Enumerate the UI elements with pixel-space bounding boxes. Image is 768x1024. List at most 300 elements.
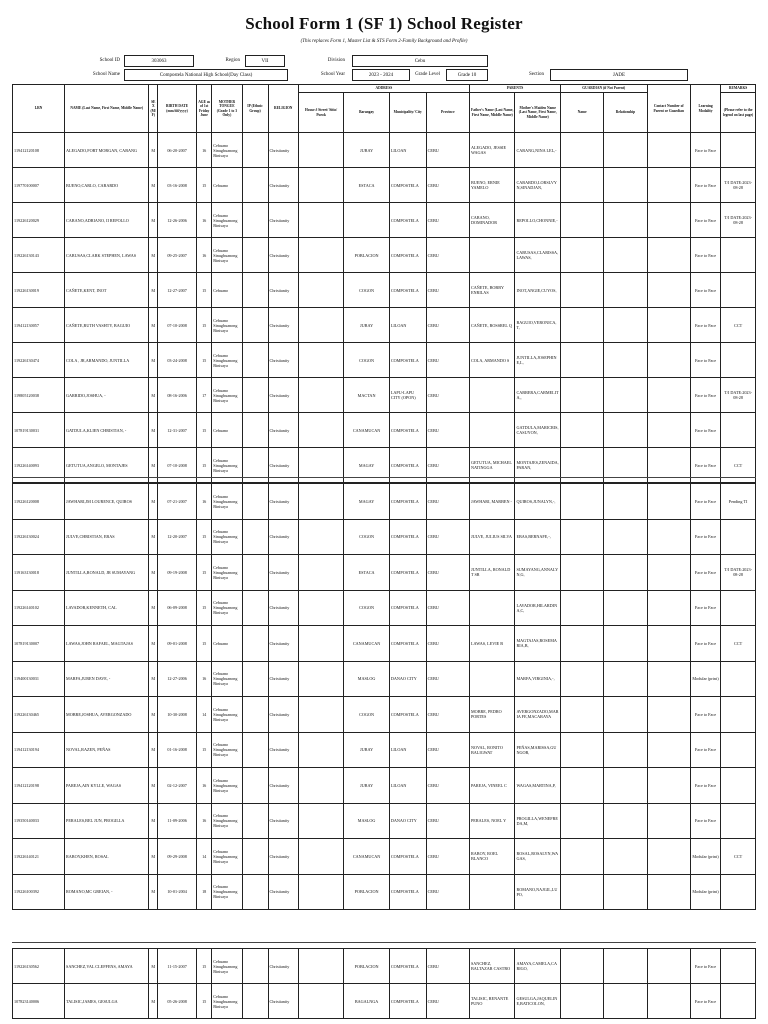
cell-learning-modality: Face to Face bbox=[690, 555, 720, 591]
cell-sex: M bbox=[149, 949, 158, 984]
cell-name: GETUTUA,ANGELO, MONTAJES bbox=[64, 448, 148, 483]
school-name-label: School Name bbox=[92, 72, 120, 77]
cell-guardian-name bbox=[560, 839, 603, 875]
cell-father: LAWAS, LEVIE B bbox=[469, 626, 514, 662]
cell-province: CEBU bbox=[426, 661, 469, 697]
cell-ip bbox=[242, 984, 268, 1019]
cell-name: SANCHEZ,VAL CLEFFENS, AMAYA bbox=[64, 949, 148, 984]
cell-guardian-name bbox=[560, 133, 603, 168]
cell-name: NOVAL,RAZEN, PEÑAS bbox=[64, 732, 148, 768]
cell-relationship bbox=[604, 413, 647, 448]
cell-age: 18 bbox=[197, 874, 212, 910]
cell-birth-date: 01-16-2008 bbox=[158, 732, 197, 768]
cell-barangay: POBLACION bbox=[344, 949, 389, 984]
cell-house bbox=[298, 732, 343, 768]
table-row bbox=[13, 203, 756, 238]
cell-province: CEBU bbox=[426, 238, 469, 273]
cell-contact bbox=[647, 803, 690, 839]
cell-father bbox=[469, 238, 514, 273]
cell-mother-tongue: Cebuano Sinugbuanong Binisaya bbox=[212, 203, 242, 238]
cell-mother-tongue: Cebuano Sinugbuanong Binisaya bbox=[212, 133, 242, 168]
cell-house bbox=[298, 343, 343, 378]
cell-learning-modality: Face to Face bbox=[690, 343, 720, 378]
cell-ip bbox=[242, 238, 268, 273]
cell-house bbox=[298, 555, 343, 591]
header-birth-date: BIRTH DATE (mm/dd/yyyy) bbox=[158, 85, 197, 133]
cell-age: 16 bbox=[197, 133, 212, 168]
cell-contact bbox=[647, 519, 690, 555]
cell-lrn: 119226130143 bbox=[13, 238, 65, 273]
cell-name: COLA , JR,ARMANDO, JUNTILLA bbox=[64, 343, 148, 378]
cell-birth-date: 11-15-2007 bbox=[158, 949, 197, 984]
cell-mother-tongue: Cebuano bbox=[212, 273, 242, 308]
cell-sex: M bbox=[149, 984, 158, 1019]
cell-name: RABOY,KHEN, ROSAL bbox=[64, 839, 148, 875]
cell-remarks: Pending TI bbox=[721, 484, 756, 520]
cell-father bbox=[469, 661, 514, 697]
cell-guardian-name bbox=[560, 343, 603, 378]
cell-father: RABOY, ROEL BLANCO bbox=[469, 839, 514, 875]
cell-house bbox=[298, 238, 343, 273]
cell-age: 16 bbox=[197, 661, 212, 697]
cell-mother-tongue: Cebuano Sinugbuanong Binisaya bbox=[212, 238, 242, 273]
cell-ip bbox=[242, 343, 268, 378]
cell-municipality: COMPOSTELA bbox=[389, 168, 426, 203]
cell-father: NOVAL, RONITO BALIGWAT bbox=[469, 732, 514, 768]
cell-lrn: 107819130031 bbox=[13, 413, 65, 448]
cell-father: JULVE, JULIUS SILVA bbox=[469, 519, 514, 555]
cell-lrn: 119226140121 bbox=[13, 839, 65, 875]
cell-religion: Christianity bbox=[268, 448, 298, 483]
cell-age: 15 bbox=[197, 984, 212, 1019]
cell-age: 15 bbox=[197, 448, 212, 483]
cell-remarks bbox=[721, 984, 756, 1019]
cell-lrn: 119412120108 bbox=[13, 133, 65, 168]
cell-ip bbox=[242, 378, 268, 413]
cell-municipality: COMPOSTELA bbox=[389, 519, 426, 555]
header-father: Father's Name (Last Name, First Name, Middle Name) bbox=[469, 93, 514, 133]
cell-learning-modality: Modular (print) bbox=[690, 874, 720, 910]
cell-sex: M bbox=[149, 874, 158, 910]
cell-relationship bbox=[604, 984, 647, 1019]
cell-municipality: COMPOSTELA bbox=[389, 626, 426, 662]
cell-father: COLA, ARMANDO S bbox=[469, 343, 514, 378]
table-row bbox=[13, 378, 756, 413]
cell-learning-modality: Face to Face bbox=[690, 308, 720, 343]
cell-remarks bbox=[721, 590, 756, 626]
cell-mother-tongue: Cebuano bbox=[212, 413, 242, 448]
table-row bbox=[13, 519, 756, 555]
header-sex: SEX (M/F) bbox=[149, 85, 158, 133]
cell-birth-date: 09-25-2007 bbox=[158, 238, 197, 273]
cell-guardian-name bbox=[560, 949, 603, 984]
cell-guardian-name bbox=[560, 732, 603, 768]
cell-age: 16 bbox=[197, 238, 212, 273]
cell-religion: Christianity bbox=[268, 803, 298, 839]
cell-mother: PEÑAS,MARISSA,GUNGOB, bbox=[515, 732, 560, 768]
cell-house bbox=[298, 378, 343, 413]
cell-name: CABUSAS,CLARK STEPHEN, LAWAS bbox=[64, 238, 148, 273]
cell-father bbox=[469, 378, 514, 413]
cell-barangay: ESTACA bbox=[344, 168, 389, 203]
cell-remarks bbox=[721, 133, 756, 168]
cell-house bbox=[298, 626, 343, 662]
cell-religion: Christianity bbox=[268, 378, 298, 413]
cell-learning-modality: Face to Face bbox=[690, 203, 720, 238]
page-break-1 bbox=[12, 477, 756, 478]
cell-mother-tongue: Cebuano Sinugbuanong Binisaya bbox=[212, 378, 242, 413]
cell-lrn: 119226130019 bbox=[13, 273, 65, 308]
cell-sex: M bbox=[149, 555, 158, 591]
cell-lrn: 107823140006 bbox=[13, 984, 65, 1019]
cell-contact bbox=[647, 732, 690, 768]
section-label: Section bbox=[529, 72, 544, 77]
cell-municipality: DANAO CITY bbox=[389, 803, 426, 839]
cell-guardian-name bbox=[560, 590, 603, 626]
cell-contact bbox=[647, 273, 690, 308]
school-id-label: School ID bbox=[99, 58, 120, 63]
cell-mother-tongue: Cebuano bbox=[212, 626, 242, 662]
cell-name: GARRIDO,JOSHUA, - bbox=[64, 378, 148, 413]
cell-name: PERALES,BEL JUN, PROGILLA bbox=[64, 803, 148, 839]
cell-sex: M bbox=[149, 732, 158, 768]
cell-contact bbox=[647, 697, 690, 733]
cell-mother-tongue: Cebuano Sinugbuanong Binisaya bbox=[212, 949, 242, 984]
cell-barangay: MACTAN bbox=[344, 378, 389, 413]
table-row bbox=[13, 343, 756, 378]
cell-birth-date: 07-21-2007 bbox=[158, 484, 197, 520]
cell-contact bbox=[647, 378, 690, 413]
cell-guardian-name bbox=[560, 519, 603, 555]
cell-municipality: LILOAN bbox=[389, 308, 426, 343]
school-year-value: 2023 - 2024 bbox=[352, 69, 410, 81]
header-learning-modality: Learning Modality bbox=[690, 85, 720, 133]
cell-ip bbox=[242, 203, 268, 238]
cell-birth-date: 03-16-2008 bbox=[158, 168, 197, 203]
cell-mother-tongue: Cebuano Sinugbuanong Binisaya bbox=[212, 661, 242, 697]
table-row bbox=[13, 874, 756, 910]
cell-contact bbox=[647, 413, 690, 448]
cell-age: 15 bbox=[197, 732, 212, 768]
cell-religion: Christianity bbox=[268, 590, 298, 626]
cell-guardian-name bbox=[560, 484, 603, 520]
cell-age: 16 bbox=[197, 203, 212, 238]
cell-mother: AVERGONZADO,MARIA FE,MACARAYA bbox=[515, 697, 560, 733]
cell-sex: M bbox=[149, 413, 158, 448]
cell-age: 15 bbox=[197, 273, 212, 308]
cell-birth-date: 09-01-2008 bbox=[158, 626, 197, 662]
register-table-page-2 bbox=[12, 483, 756, 910]
cell-religion: Christianity bbox=[268, 839, 298, 875]
cell-guardian-name bbox=[560, 555, 603, 591]
cell-mother-tongue: Cebuano Sinugbuanong Binisaya bbox=[212, 519, 242, 555]
cell-relationship bbox=[604, 949, 647, 984]
cell-ip bbox=[242, 555, 268, 591]
cell-province: CEBU bbox=[426, 874, 469, 910]
cell-mother: MAGTAJAS,ROSEMARIA,B, bbox=[515, 626, 560, 662]
cell-contact bbox=[647, 949, 690, 984]
cell-father: JUNTILLA, RONALD T SR bbox=[469, 555, 514, 591]
cell-birth-date: 09-29-2008 bbox=[158, 839, 197, 875]
cell-relationship bbox=[604, 697, 647, 733]
cell-father: BUENO, ERNIE YAMELO bbox=[469, 168, 514, 203]
cell-learning-modality: Face to Face bbox=[690, 519, 720, 555]
cell-age: 15 bbox=[197, 626, 212, 662]
cell-house bbox=[298, 203, 343, 238]
cell-name: CAÑETE,RUTH VASHTY, BAGUIO bbox=[64, 308, 148, 343]
cell-lrn: 119226130465 bbox=[13, 697, 65, 733]
cell-father: SANCHEZ, BALTAZAR CASTRO bbox=[469, 949, 514, 984]
cell-contact bbox=[647, 168, 690, 203]
cell-province: CEBU bbox=[426, 839, 469, 875]
cell-mother-tongue: Cebuano Sinugbuanong Binisaya bbox=[212, 590, 242, 626]
section-value: JADE bbox=[550, 69, 688, 81]
cell-province: CEBU bbox=[426, 519, 469, 555]
header-guardian-name: Name bbox=[560, 93, 603, 133]
header-name: NAME (Last Name, First Name, Middle Name) bbox=[64, 85, 148, 133]
cell-age: 15 bbox=[197, 949, 212, 984]
cell-sex: M bbox=[149, 626, 158, 662]
cell-learning-modality: Face to Face bbox=[690, 803, 720, 839]
cell-mother-tongue: Cebuano Sinugbuanong Binisaya bbox=[212, 874, 242, 910]
cell-mother: SUMAYANG,ANNALYN,G, bbox=[515, 555, 560, 591]
cell-barangay: MAGAY bbox=[344, 448, 389, 483]
cell-religion: Christianity bbox=[268, 413, 298, 448]
header-house: House # Street/ Sitio/ Purok bbox=[298, 93, 343, 133]
cell-province: CEBU bbox=[426, 133, 469, 168]
cell-mother: REPOLLO,CHONNIE,- bbox=[515, 203, 561, 238]
cell-contact bbox=[647, 661, 690, 697]
cell-name: ROMANO,MC GREIAN, - bbox=[64, 874, 148, 910]
cell-contact bbox=[647, 238, 690, 273]
cell-name: BUENO,CARLO, CABARDO bbox=[64, 168, 148, 203]
school-year-label: School Year bbox=[320, 72, 345, 77]
cell-barangay: JUBAY bbox=[344, 133, 389, 168]
cell-relationship bbox=[604, 590, 647, 626]
cell-relationship bbox=[604, 308, 647, 343]
cell-name: ALEGADO,FORT MORGAN, CABANG bbox=[64, 133, 148, 168]
cell-father: CAÑETE, ROSSREL Q bbox=[469, 308, 514, 343]
cell-guardian-name bbox=[560, 273, 603, 308]
cell-learning-modality: Face to Face bbox=[690, 768, 720, 804]
cell-relationship bbox=[604, 238, 647, 273]
cell-ip bbox=[242, 839, 268, 875]
cell-municipality: COMPOSTELA bbox=[389, 984, 426, 1019]
cell-learning-modality: Face to Face bbox=[690, 448, 720, 483]
division-label: Division bbox=[327, 58, 345, 63]
cell-lrn: 119226100392 bbox=[13, 874, 65, 910]
grade-level-label: Grade Level bbox=[415, 72, 440, 77]
cell-barangay: MAGAY bbox=[344, 484, 389, 520]
cell-guardian-name bbox=[560, 984, 603, 1019]
cell-municipality: COMPOSTELA bbox=[389, 555, 426, 591]
cell-birth-date: 11-09-2006 bbox=[158, 803, 197, 839]
register-table-page-3 bbox=[12, 948, 756, 1019]
cell-guardian-name bbox=[560, 661, 603, 697]
table-row bbox=[13, 273, 756, 308]
header-province: Province bbox=[426, 93, 469, 133]
region-label: Region bbox=[225, 58, 240, 63]
cell-religion: Christianity bbox=[268, 874, 298, 910]
cell-lrn: 119400130031 bbox=[13, 661, 65, 697]
cell-birth-date: 12-20-2007 bbox=[158, 519, 197, 555]
cell-remarks bbox=[721, 273, 756, 308]
cell-mother-tongue: Cebuano Sinugbuanong Binisaya bbox=[212, 732, 242, 768]
cell-ip bbox=[242, 874, 268, 910]
form-subtitle: (This replaces Form 1, Master List & STS Form 2-Family Background and Profile) bbox=[300, 39, 468, 44]
cell-sex: M bbox=[149, 484, 158, 520]
cell-relationship bbox=[604, 519, 647, 555]
cell-remarks bbox=[721, 874, 756, 910]
cell-name: TALISIC,JAMES, GESULGA bbox=[64, 984, 148, 1019]
cell-birth-date: 08-16-2006 bbox=[158, 378, 197, 413]
header-contact: Contact Number of Parent or Guardian bbox=[647, 85, 690, 133]
cell-name: MARFA,JUREN DAVE, - bbox=[64, 661, 148, 697]
cell-barangay: CANAMUCAN bbox=[344, 626, 389, 662]
cell-municipality: COMPOSTELA bbox=[389, 697, 426, 733]
header-mother: Mother's Maiden Name (Last Name, First Name, Middle Name) bbox=[515, 93, 561, 133]
cell-religion: Christianity bbox=[268, 661, 298, 697]
cell-barangay: POBLACION bbox=[344, 238, 389, 273]
school-name-value: Compostela National High School(Day Class) bbox=[124, 69, 288, 81]
cell-province: CEBU bbox=[426, 168, 469, 203]
cell-age: 14 bbox=[197, 697, 212, 733]
cell-age: 16 bbox=[197, 484, 212, 520]
cell-name: PAREJA,AIN KYLLE, WAGAS bbox=[64, 768, 148, 804]
cell-father: JAWHARI, MARBEN - bbox=[469, 484, 514, 520]
cell-contact bbox=[647, 768, 690, 804]
cell-mother: PROGILLA,WENEFREDA,M, bbox=[515, 803, 560, 839]
table-row bbox=[13, 590, 756, 626]
cell-name: CABANO,ADRIANO, II REPOLLO bbox=[64, 203, 148, 238]
cell-mother: CABARDO,LORSLVYN,SINADJAN, bbox=[515, 168, 561, 203]
cell-learning-modality: Face to Face bbox=[690, 626, 720, 662]
cell-religion: Christianity bbox=[268, 133, 298, 168]
cell-municipality: DANAO CITY bbox=[389, 661, 426, 697]
cell-province: CEBU bbox=[426, 984, 469, 1019]
cell-province: CEBU bbox=[426, 626, 469, 662]
cell-learning-modality: Face to Face bbox=[690, 168, 720, 203]
cell-lrn: 119226140102 bbox=[13, 590, 65, 626]
cell-name: JULVE,CHRISTIAN, EBAS bbox=[64, 519, 148, 555]
cell-ip bbox=[242, 413, 268, 448]
header-ip: IP (Ethnic Group) bbox=[242, 85, 268, 133]
cell-mother: JUNTILLA,JOSEPHINE,L, bbox=[515, 343, 561, 378]
cell-house bbox=[298, 168, 343, 203]
cell-mother: QUIROS,JUNALYN,-, bbox=[515, 484, 560, 520]
cell-mother: MONTAJES,ZENAIDA,PARAN, bbox=[515, 448, 561, 483]
cell-relationship bbox=[604, 203, 647, 238]
cell-mother: CABRERA,CARMELITA,, bbox=[515, 378, 561, 413]
cell-name: CAÑETE,KENT, INOT bbox=[64, 273, 148, 308]
cell-sex: M bbox=[149, 203, 158, 238]
cell-house bbox=[298, 768, 343, 804]
cell-house bbox=[298, 484, 343, 520]
cell-sex: M bbox=[149, 448, 158, 483]
cell-birth-date: 07-10-2008 bbox=[158, 308, 197, 343]
cell-municipality: COMPOSTELA bbox=[389, 413, 426, 448]
header-lrn: LRN bbox=[13, 85, 65, 133]
cell-sex: M bbox=[149, 519, 158, 555]
cell-lrn: 107819130007 bbox=[13, 626, 65, 662]
cell-remarks bbox=[721, 697, 756, 733]
cell-sex: M bbox=[149, 308, 158, 343]
cell-guardian-name bbox=[560, 203, 603, 238]
cell-contact bbox=[647, 874, 690, 910]
cell-barangay: BAGALNGA bbox=[344, 984, 389, 1019]
grade-level-value: Grade 10 bbox=[446, 69, 488, 81]
cell-age: 15 bbox=[197, 519, 212, 555]
cell-province: CEBU bbox=[426, 484, 469, 520]
cell-name: LAWAS,JOHN RAFAEL, MAGTAJAS bbox=[64, 626, 148, 662]
page-break-2 bbox=[12, 942, 756, 943]
cell-barangay: COGON bbox=[344, 590, 389, 626]
table-row bbox=[13, 697, 756, 733]
cell-sex: M bbox=[149, 590, 158, 626]
cell-sex: M bbox=[149, 839, 158, 875]
cell-relationship bbox=[604, 661, 647, 697]
cell-municipality: COMPOSTELA bbox=[389, 203, 426, 238]
cell-learning-modality: Modular (print) bbox=[690, 839, 720, 875]
table-row bbox=[13, 949, 756, 984]
table-row bbox=[13, 484, 756, 520]
cell-birth-date: 10-30-2008 bbox=[158, 697, 197, 733]
cell-remarks bbox=[721, 519, 756, 555]
cell-relationship bbox=[604, 626, 647, 662]
cell-guardian-name bbox=[560, 768, 603, 804]
table-row bbox=[13, 803, 756, 839]
cell-remarks bbox=[721, 343, 756, 378]
cell-religion: Christianity bbox=[268, 555, 298, 591]
cell-barangay: CANAMUCAN bbox=[344, 839, 389, 875]
cell-learning-modality: Face to Face bbox=[690, 590, 720, 626]
cell-sex: M bbox=[149, 768, 158, 804]
cell-lrn: 119226130562 bbox=[13, 949, 65, 984]
cell-birth-date: 12-26-2006 bbox=[158, 203, 197, 238]
cell-religion: Christianity bbox=[268, 732, 298, 768]
cell-remarks: CCT bbox=[721, 626, 756, 662]
cell-province: CEBU bbox=[426, 273, 469, 308]
cell-municipality: COMPOSTELA bbox=[389, 874, 426, 910]
cell-father: MOBRE, PEDRO PORTES bbox=[469, 697, 514, 733]
cell-relationship bbox=[604, 839, 647, 875]
cell-house bbox=[298, 949, 343, 984]
cell-relationship bbox=[604, 768, 647, 804]
cell-lrn: 119226130024 bbox=[13, 519, 65, 555]
cell-guardian-name bbox=[560, 168, 603, 203]
cell-religion: Christianity bbox=[268, 484, 298, 520]
cell-father bbox=[469, 413, 514, 448]
cell-mother-tongue: Cebuano Sinugbuanong Binisaya bbox=[212, 984, 242, 1019]
cell-remarks: CCT bbox=[721, 448, 756, 483]
cell-province: CEBU bbox=[426, 803, 469, 839]
cell-remarks bbox=[721, 413, 756, 448]
cell-relationship bbox=[604, 874, 647, 910]
cell-ip bbox=[242, 133, 268, 168]
cell-mother: GATDULA,MARICRIS,CASUYON, bbox=[515, 413, 561, 448]
cell-birth-date: 09-19-2008 bbox=[158, 555, 197, 591]
table-row bbox=[13, 984, 756, 1019]
header-municipality: Municipality/ City bbox=[389, 93, 426, 133]
cell-guardian-name bbox=[560, 238, 603, 273]
cell-ip bbox=[242, 949, 268, 984]
cell-house bbox=[298, 839, 343, 875]
cell-religion: Christianity bbox=[268, 519, 298, 555]
cell-lrn: 119226120029 bbox=[13, 203, 65, 238]
cell-religion: Christianity bbox=[268, 949, 298, 984]
cell-learning-modality: Modular (print) bbox=[690, 661, 720, 697]
cell-age: 17 bbox=[197, 378, 212, 413]
